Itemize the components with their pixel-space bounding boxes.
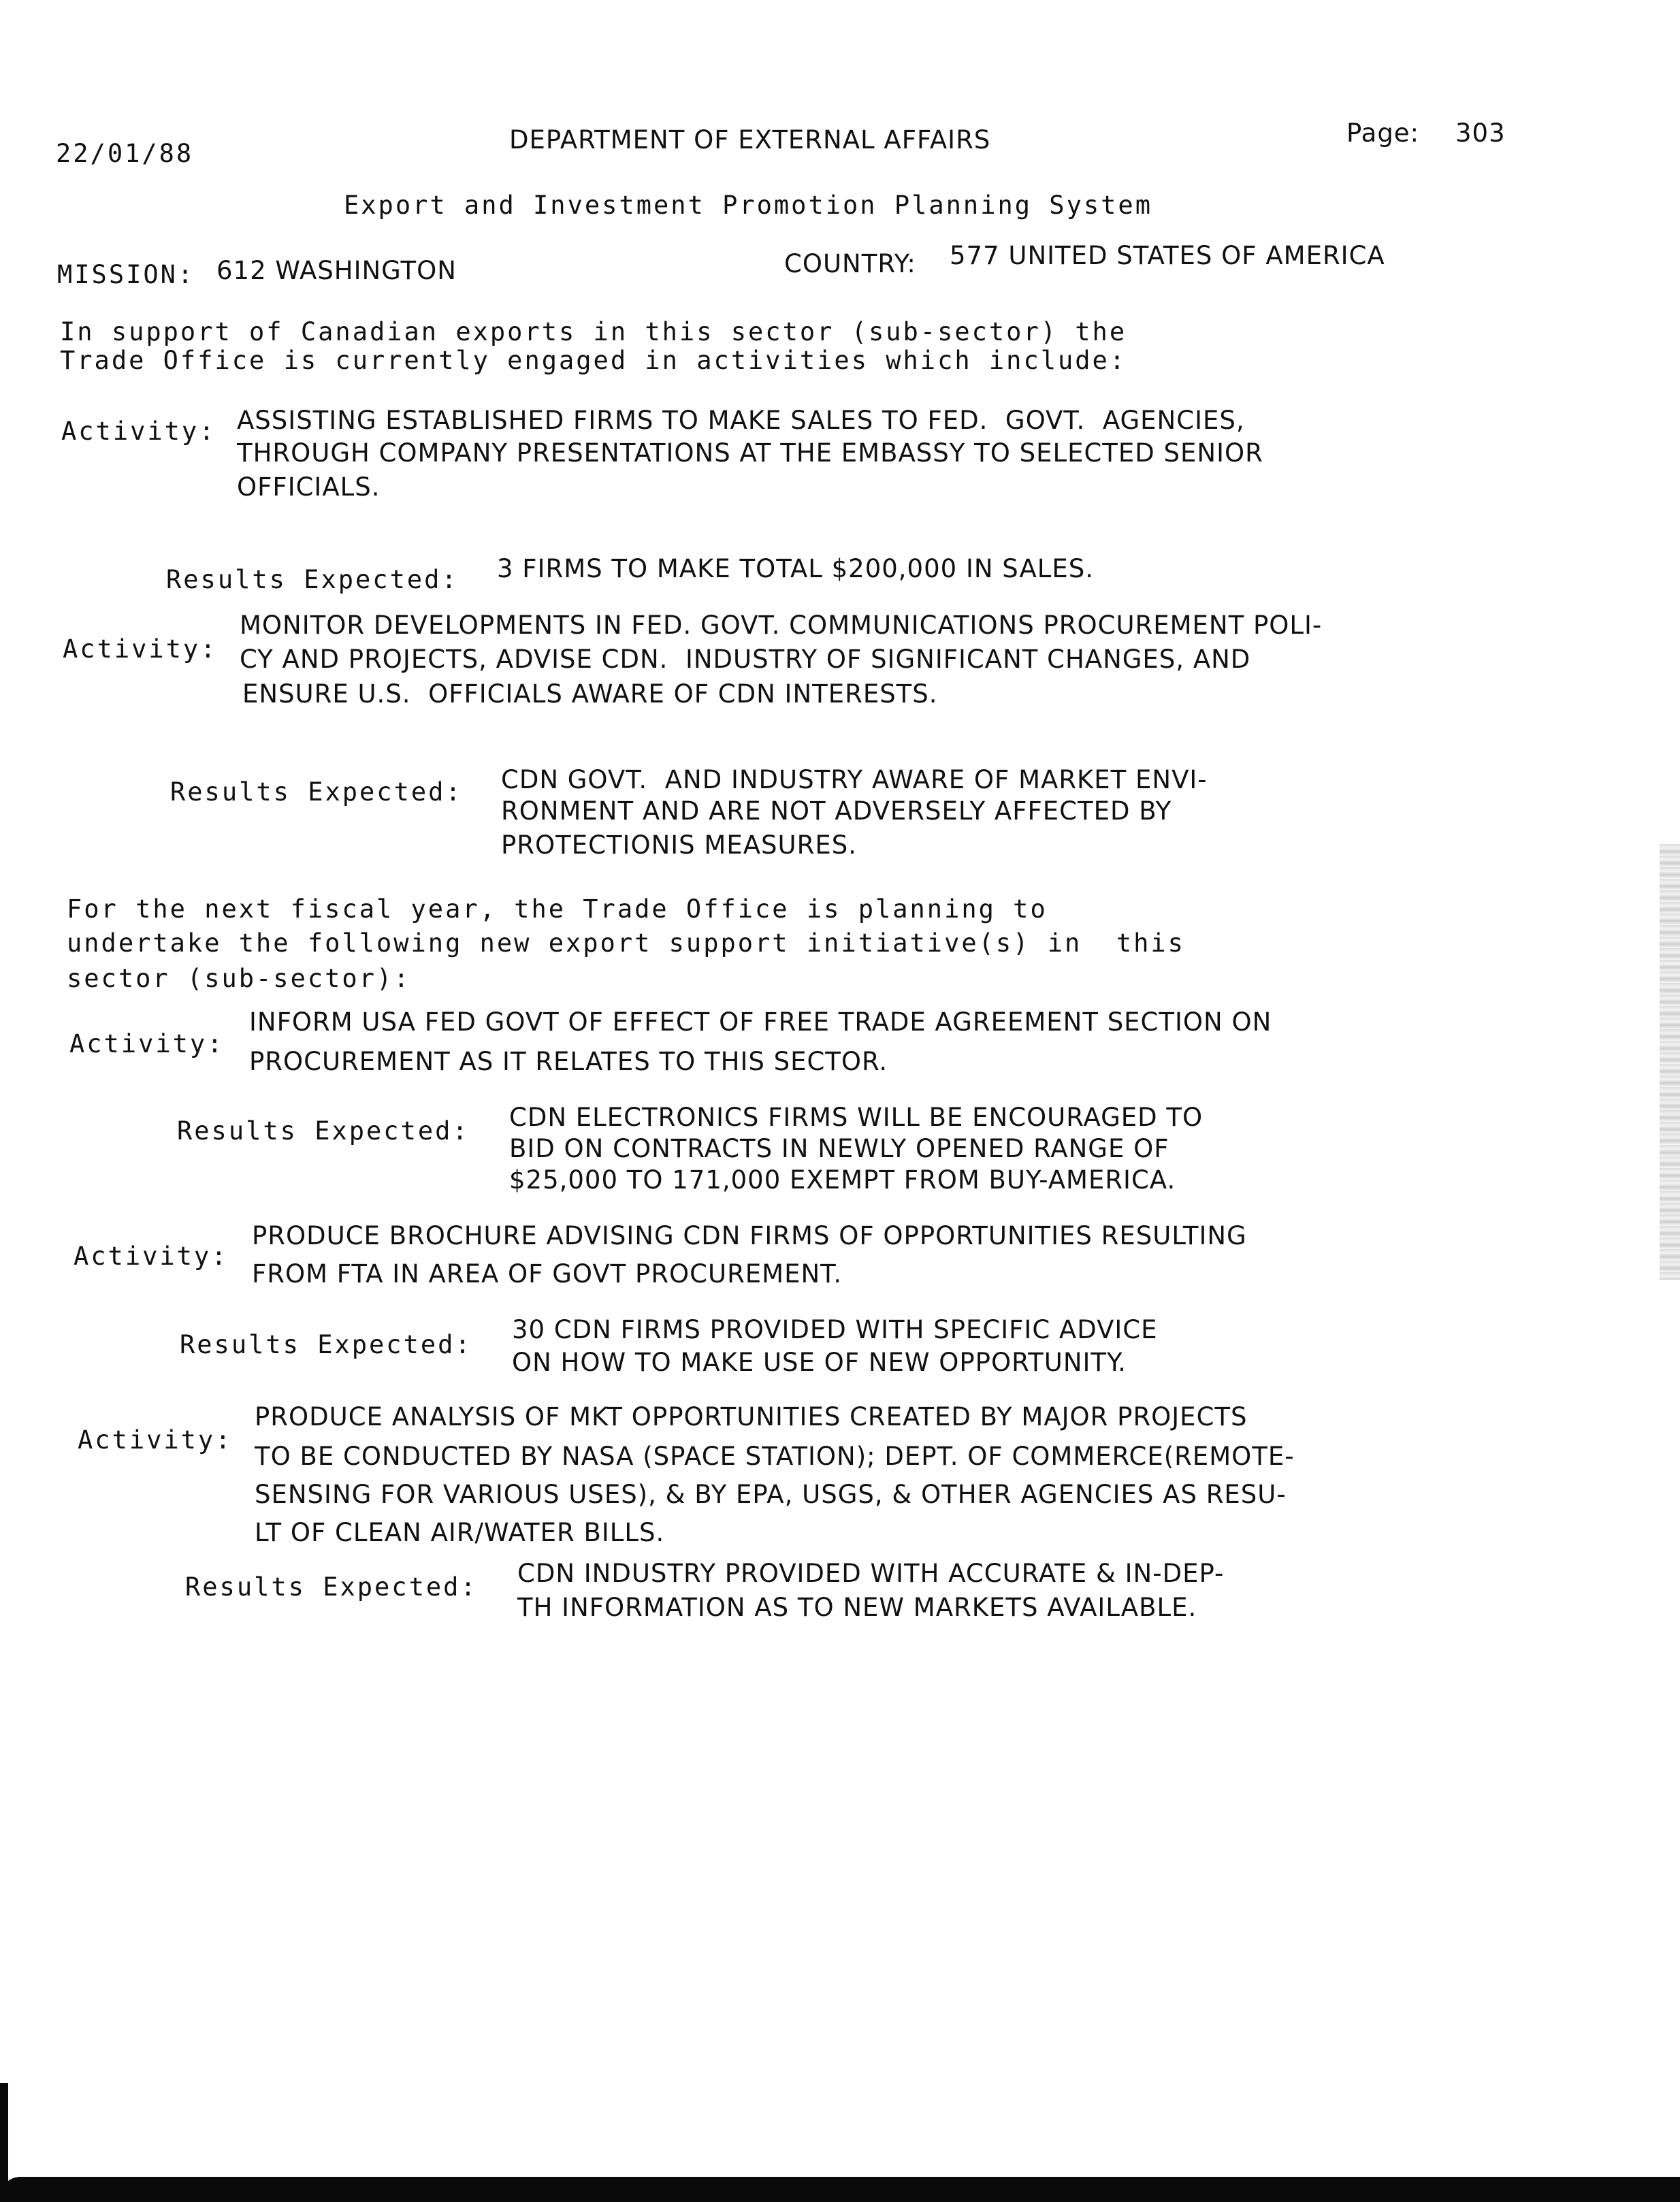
activity-text-line: ASSISTING ESTABLISHED FIRMS TO MAKE SALES TO FED. GOVT. AGENCIES,: [237, 406, 1245, 435]
system-title: Export and Investment Promotion Planning System: [344, 191, 1152, 220]
results-label: Results Expected:: [180, 1330, 472, 1359]
next-intro-line: undertake the following new export support initiative(s) in this: [67, 928, 1185, 958]
activity-label: Activity:: [69, 1029, 225, 1058]
current-intro-line: In support of Canadian exports in this sector (sub-sector) the: [60, 317, 1127, 346]
scan-border-bottom: [0, 2177, 1680, 2202]
results-text-line: CDN INDUSTRY PROVIDED WITH ACCURATE & IN-DEP-: [517, 1559, 1225, 1588]
country-label: COUNTRY:: [784, 249, 916, 278]
results-text-line: TH INFORMATION AS TO NEW MARKETS AVAILABLE.: [517, 1593, 1197, 1622]
activity-text-line: FROM FTA IN AREA OF GOVT PROCUREMENT.: [252, 1259, 843, 1289]
report-date: 22/01/88: [56, 139, 194, 168]
activity-label: Activity:: [74, 1242, 229, 1271]
page-number: 303: [1455, 118, 1506, 148]
results-text-line: $25,000 TO 171,000 EXEMPT FROM BUY-AMERICA.: [509, 1165, 1176, 1195]
activity-text-line: TO BE CONDUCTED BY NASA (SPACE STATION); DEPT. OF COMMERCE(REMOTE-: [255, 1442, 1295, 1471]
results-label: Results Expected:: [177, 1116, 470, 1146]
activity-label: Activity:: [61, 417, 216, 446]
results-text-line: ON HOW TO MAKE USE OF NEW OPPORTUNITY.: [512, 1348, 1127, 1377]
activity-text-line: CY AND PROJECTS, ADVISE CDN. INDUSTRY OF SIGNIFICANT CHANGES, AND: [240, 645, 1251, 674]
results-label: Results Expected:: [166, 565, 459, 594]
results-text-line: 30 CDN FIRMS PROVIDED WITH SPECIFIC ADVICE: [512, 1315, 1158, 1344]
scan-edge-artifact: [1660, 844, 1680, 1280]
activity-text-line: INFORM USA FED GOVT OF EFFECT OF FREE TRADE AGREEMENT SECTION ON: [249, 1007, 1272, 1037]
current-intro-line: Trade Office is currently engaged in activities which include:: [60, 346, 1127, 375]
results-text-line: RONMENT AND ARE NOT ADVERSELY AFFECTED BY: [501, 796, 1172, 826]
results-label: Results Expected:: [185, 1572, 478, 1602]
next-intro-line: For the next fiscal year, the Trade Office is planning to: [67, 894, 1048, 924]
country-value: 577 UNITED STATES OF AMERICA: [950, 241, 1385, 270]
results-text-line: 3 FIRMS TO MAKE TOTAL $200,000 IN SALES.: [497, 554, 1095, 583]
results-text-line: CDN ELECTRONICS FIRMS WILL BE ENCOURAGED TO: [509, 1103, 1204, 1132]
results-text-line: CDN GOVT. AND INDUSTRY AWARE OF MARKET ENVI-: [501, 765, 1208, 794]
activity-text-line: PRODUCE BROCHURE ADVISING CDN FIRMS OF OPPORTUNITIES RESULTING: [252, 1221, 1247, 1250]
activity-text-line: PROCUREMENT AS IT RELATES TO THIS SECTOR.: [249, 1047, 888, 1076]
mission-value: 612 WASHINGTON: [216, 256, 457, 285]
activity-label: Activity:: [63, 634, 218, 664]
next-intro-line: sector (sub-sector):: [67, 964, 411, 993]
results-label: Results Expected:: [170, 777, 463, 807]
activity-text-line: LT OF CLEAN AIR/WATER BILLS.: [255, 1518, 665, 1547]
page-label: Page:: [1346, 118, 1420, 148]
results-text-line: BID ON CONTRACTS IN NEWLY OPENED RANGE OF: [509, 1134, 1169, 1163]
activity-text-line: PRODUCE ANALYSIS OF MKT OPPORTUNITIES CREATED BY MAJOR PROJECTS: [255, 1402, 1248, 1431]
activity-text-line: ENSURE U.S. OFFICIALS AWARE OF CDN INTERESTS.: [242, 679, 938, 709]
activity-text-line: MONITOR DEVELOPMENTS IN FED. GOVT. COMMUNICATIONS PROCUREMENT POLI-: [240, 611, 1323, 640]
department-title: DEPARTMENT OF EXTERNAL AFFAIRS: [509, 125, 991, 155]
activity-text-line: THROUGH COMPANY PRESENTATIONS AT THE EMBASSY TO SELECTED SENIOR: [237, 438, 1263, 468]
activity-text-line: SENSING FOR VARIOUS USES), & BY EPA, USGS, & OTHER AGENCIES AS RESU-: [255, 1480, 1287, 1509]
activity-text-line: OFFICIALS.: [237, 472, 381, 502]
results-text-line: PROTECTIONIS MEASURES.: [501, 830, 857, 860]
activity-label: Activity:: [78, 1425, 233, 1455]
mission-label: MISSION:: [57, 260, 195, 289]
